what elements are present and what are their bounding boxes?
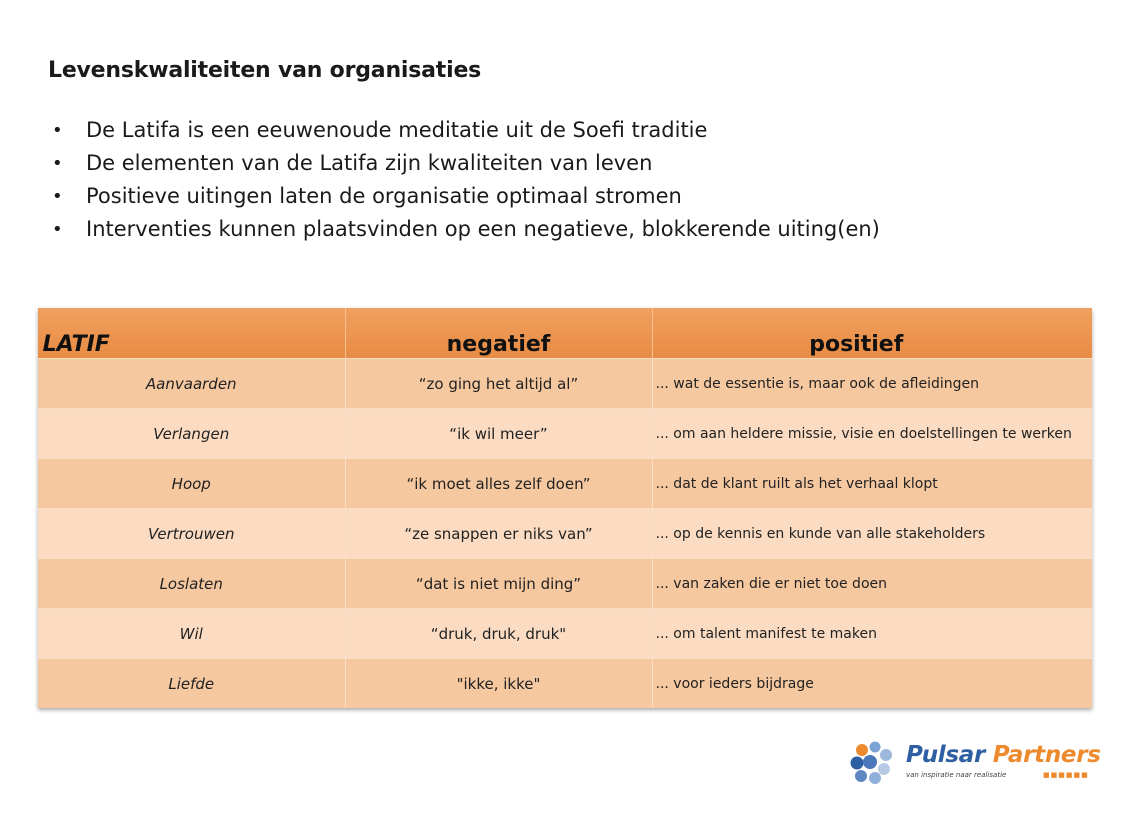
header-latif: LATIF: [38, 308, 345, 359]
latif-cell: Loslaten: [38, 559, 345, 609]
bullet-dot: •: [52, 219, 63, 240]
bullet-text: De elementen van de Latifa zijn kwaliteiten van leven: [86, 151, 653, 175]
bullet-item: [52, 213, 880, 246]
table-row: [38, 509, 1092, 559]
negatief-cell: “druk, druk, druk": [345, 609, 652, 659]
bullet-text: Positieve uitingen laten de organisatie optimaal stromen: [86, 184, 682, 208]
table-row: [38, 459, 1092, 509]
positief-cell: ... dat de klant ruilt als het verhaal klopt: [652, 459, 1092, 509]
table-row: [38, 559, 1092, 609]
negatief-cell: “zo ging het altijd al”: [345, 359, 652, 409]
positief-cell: ... om aan heldere missie, visie en doelstellingen te werken: [652, 409, 1092, 459]
latif-cell: Liefde: [38, 659, 345, 709]
positief-cell: ... wat de essentie is, maar ook de afleidingen: [652, 359, 1092, 409]
logo-dots-decoration: ■■■■■■: [1043, 771, 1089, 779]
latif-cell: Verlangen: [38, 409, 345, 459]
negatief-cell: "ikke, ikke": [345, 659, 652, 709]
bullet-list: [52, 114, 880, 246]
table-row: [38, 659, 1092, 709]
latif-cell: Wil: [38, 609, 345, 659]
header-positief: positief: [652, 308, 1092, 359]
table-row: [38, 609, 1092, 659]
latif-cell: Vertrouwen: [38, 509, 345, 559]
table-row: [38, 409, 1092, 459]
latif-cell: Aanvaarden: [38, 359, 345, 409]
table-header-row: [38, 308, 1092, 359]
positief-cell: ... van zaken die er niet toe doen: [652, 559, 1092, 609]
negatief-cell: “ik wil meer”: [345, 409, 652, 459]
positief-cell: ... op de kennis en kunde van alle stakeholders: [652, 509, 1092, 559]
bullet-dot: •: [52, 186, 63, 207]
logo-name-part1: Pulsar: [906, 742, 986, 768]
logo-name: [906, 742, 1101, 768]
bullet-dot: •: [52, 153, 63, 174]
pulsar-logo-icon: [848, 738, 900, 790]
negatief-cell: “dat is niet mijn ding”: [345, 559, 652, 609]
header-negatief: negatief: [345, 308, 652, 359]
bullet-item: [52, 114, 880, 147]
table-row: [38, 359, 1092, 409]
positief-cell: ... voor ieders bijdrage: [652, 659, 1092, 709]
pulsar-partners-logo: [848, 738, 1101, 790]
negatief-cell: “ik moet alles zelf doen”: [345, 459, 652, 509]
logo-name-part2: Partners: [992, 742, 1101, 768]
latif-table: [38, 308, 1092, 708]
latif-cell: Hoop: [38, 459, 345, 509]
negatief-cell: “ze snappen er niks van”: [345, 509, 652, 559]
positief-cell: ... om talent manifest te maken: [652, 609, 1092, 659]
bullet-dot: •: [52, 120, 63, 141]
bullet-item: [52, 180, 880, 213]
bullet-text: Interventies kunnen plaatsvinden op een negatieve, blokkerende uiting(en): [86, 217, 880, 241]
bullet-item: [52, 147, 880, 180]
bullet-text: De Latifa is een eeuwenoude meditatie uit de Soefi traditie: [86, 118, 708, 142]
slide-title: Levenskwaliteiten van organisaties: [48, 58, 482, 83]
logo-tagline: van inspiratie naar realisatie: [906, 771, 1007, 779]
